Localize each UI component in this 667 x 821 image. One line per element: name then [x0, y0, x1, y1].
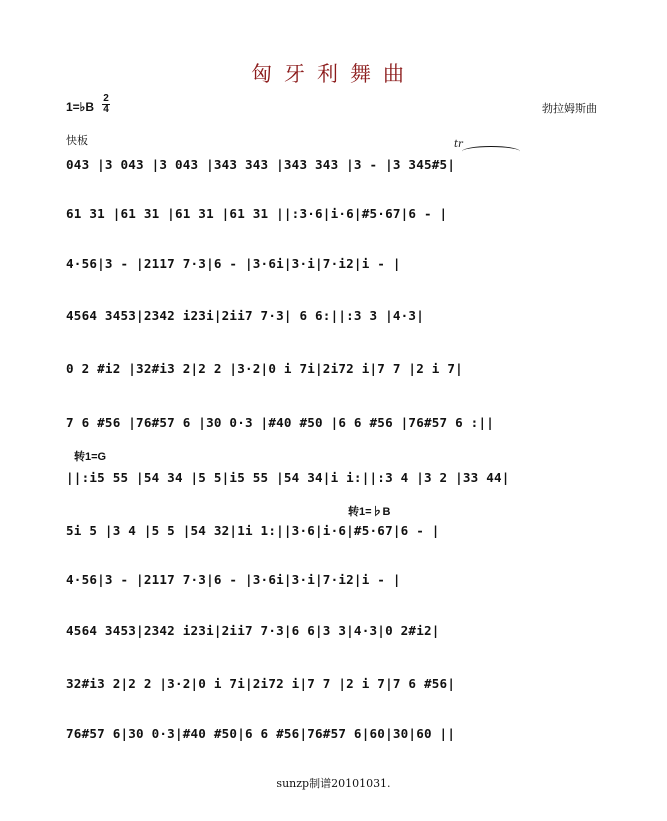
- score-line-10: 4564 3453|2342 i23i|2ii7 7·3|6 6|3 3|4·3|0 2#i2|: [66, 623, 440, 638]
- score-line-7: ||:i5 55 |54 34 |5 5|i5 55 |54 34|i i:||:3 4 |3 2 |33 44|: [66, 470, 510, 485]
- tempo-marking: 快板: [66, 134, 88, 147]
- score-line-1: 043 |3 043 |3 043 |343 343 |343 343 |3 - |3 345#5|: [66, 157, 456, 172]
- modulation-note-g: 转1=G: [74, 451, 107, 463]
- score-line-8: 5i 5 |3 4 |5 5 |54 32|1i 1:||3·6|i·6|#5·67|6 - |: [66, 523, 440, 538]
- time-signature: [102, 94, 110, 115]
- score-line-4: 4564 3453|2342 i23i|2ii7 7·3| 6 6:||:3 3 |4·3|: [66, 308, 424, 323]
- footer-credit: sunzp制谱20101031.: [276, 777, 391, 790]
- score-line-12: 76#57 6|30 0·3|#40 #50|6 6 #56|76#57 6|60|30|60 ||: [66, 726, 456, 741]
- trill-slur: [462, 146, 520, 157]
- score-line-9: 4·56|3 - |2117 7·3|6 - |3·6i|3·i|7·i2|i - |: [66, 572, 401, 587]
- composer-credit: 勃拉姆斯曲: [542, 102, 597, 115]
- score-line-5: 0 2 #i2 |32#i3 2|2 2 |3·2|0 i 7i|2i72 i|7 7 |2 i 7|: [66, 361, 463, 376]
- page-title: 匈牙利舞曲: [251, 62, 416, 86]
- time-signature-bottom: 4: [103, 104, 109, 115]
- time-signature-top: 2: [103, 93, 109, 104]
- key-signature: 1=♭B: [66, 100, 95, 114]
- modulation-note-bflat: 转1=♭B: [348, 506, 391, 518]
- score-line-6: 7 6 #56 |76#57 6 |30 0·3 |#40 #50 |6 6 #56 |76#57 6 :||: [66, 415, 495, 430]
- score-line-2: 61 31 |61 31 |61 31 |61 31 ||:3·6|i·6|#5·67|6 - |: [66, 206, 448, 221]
- score-line-3: 4·56|3 - |2117 7·3|6 - |3·6i|3·i|7·i2|i - |: [66, 256, 401, 271]
- score-line-11: 32#i3 2|2 2 |3·2|0 i 7i|2i72 i|7 7 |2 i 7|7 6 #56|: [66, 676, 456, 691]
- trill-mark: tr: [454, 139, 463, 150]
